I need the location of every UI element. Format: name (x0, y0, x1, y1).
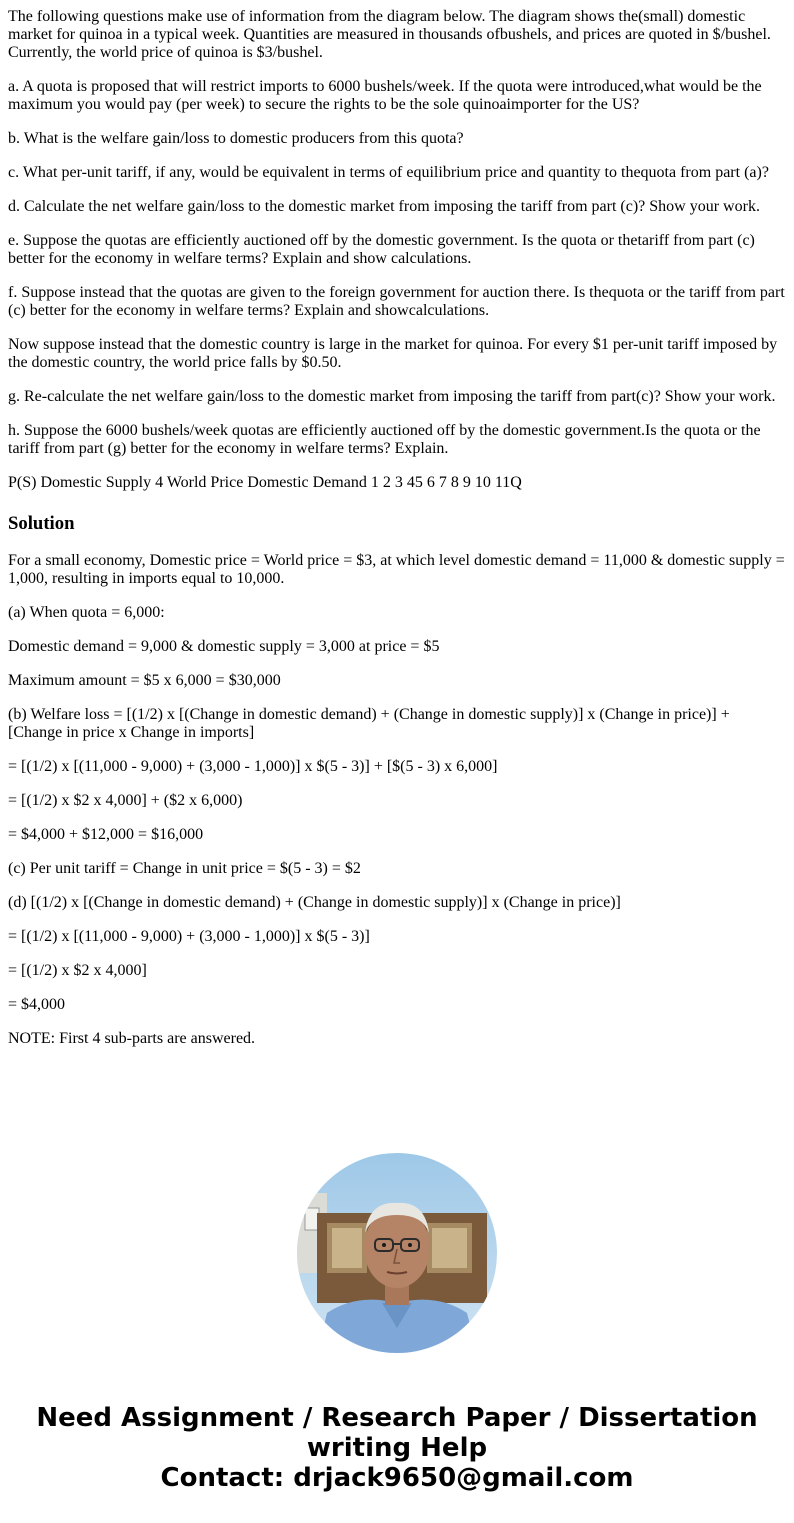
solution-line: Maximum amount = $5 x 6,000 = $30,000 (8, 672, 281, 689)
question-b: b. What is the welfare gain/loss to domestic producers from this quota? (8, 130, 464, 147)
contact-email: Contact: drjack9650@gmail.com (160, 1463, 634, 1493)
question-f: f. Suppose instead that the quotas are given to the foreign government for auction there. Is thequota or the tariff from part (c) better for the economy in welfare terms? Explain and showcalculations. (8, 284, 785, 319)
promo-line-2: writing Help (306, 1433, 488, 1463)
question-g: g. Re-calculate the net welfare gain/loss to the domestic market from imposing the tariff from part(c)? Show your work. (8, 388, 776, 405)
solution-line: (c) Per unit tariff = Change in unit price = $(5 - 3) = $2 (8, 860, 361, 877)
question-a: a. A quota is proposed that will restrict imports to 6000 bushels/week. If the quota were introduced,what would be the maximum you would pay (per week) to secure the rights to be the sole quinoaimporter for the US? (8, 78, 762, 113)
solution-line: Domestic demand = 9,000 & domestic supply = 3,000 at price = $5 (8, 638, 440, 655)
solution-line: For a small economy, Domestic price = World price = $3, at which level domestic demand = 11,000 & domestic supply = 1,000, resulting in imports equal to 10,000. (8, 552, 785, 587)
question-d: d. Calculate the net welfare gain/loss to the domestic market from imposing the tariff from part (c)? Show your work. (8, 198, 760, 215)
large-country-note: Now suppose instead that the domestic country is large in the market for quinoa. For every $1 per-unit tariff imposed by the domestic country, the world price falls by $0.50. (8, 336, 778, 371)
solution-line: (d) [(1/2) x [(Change in domestic demand) + (Change in domestic supply)] x (Change in price)] (8, 894, 621, 911)
solution-line: = $4,000 + $12,000 = $16,000 (8, 826, 204, 843)
solution-heading: Solution (8, 513, 75, 534)
question-c: c. What per-unit tariff, if any, would be equivalent in terms of equilibrium price and quantity to thequota from part (a)? (8, 164, 769, 181)
author-photo (297, 1153, 497, 1353)
promo-line-1: Need Assignment / Research Paper / Dissertation (36, 1403, 758, 1433)
promo-footer (0, 1403, 794, 1493)
solution-line: = [(1/2) x [(11,000 - 9,000) + (3,000 - 1,000)] x $(5 - 3)] + [$(5 - 3) x 6,000] (8, 758, 498, 775)
solution-note: NOTE: First 4 sub-parts are answered. (8, 1030, 256, 1047)
solution-line: = $4,000 (8, 996, 66, 1013)
solution-line: (b) Welfare loss = [(1/2) x [(Change in domestic demand) + (Change in domestic supply)] x (Change in price)] + [Change in price x Change in imports] (8, 706, 730, 741)
solution-line: = [(1/2) x $2 x 4,000] + ($2 x 6,000) (8, 792, 243, 809)
solution-line: (a) When quota = 6,000: (8, 604, 165, 621)
question-e: e. Suppose the quotas are efficiently auctioned off by the domestic government. Is the quota or thetariff from part (c) better for the economy in welfare terms? Explain and show calculations. (8, 232, 755, 267)
solution-line: = [(1/2) x $2 x 4,000] (8, 962, 147, 979)
question-intro: The following questions make use of information from the diagram below. The diagram shows the(small) domestic market for quinoa in a typical week. Quantities are measured in thousands ofbushels, and prices are quoted in $/bushel. Currently, the world price of quinoa is $3/bushel. (8, 8, 771, 61)
question-h: h. Suppose the 6000 bushels/week quotas are efficiently auctioned off by the domestic government.Is the quota or the tariff from part (g) better for the economy in welfare terms? Explain. (8, 422, 761, 457)
author-avatar (297, 1153, 497, 1353)
solution-line: = [(1/2) x [(11,000 - 9,000) + (3,000 - 1,000)] x $(5 - 3)] (8, 928, 370, 945)
diagram-text: P(S) Domestic Supply 4 World Price Domestic Demand 1 2 3 45 6 7 8 9 10 11Q (8, 474, 522, 491)
